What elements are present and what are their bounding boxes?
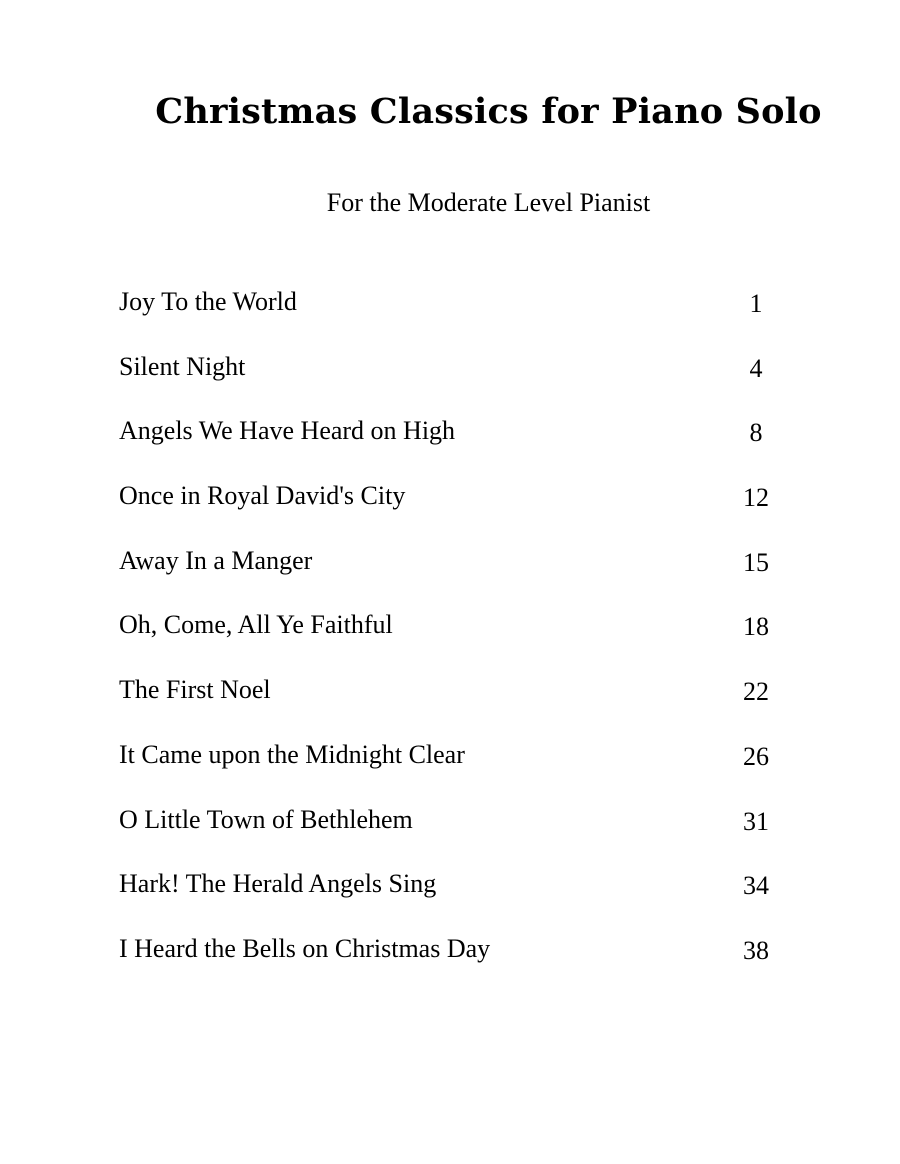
toc-entry-title: Away In a Manger bbox=[119, 545, 313, 575]
toc-entry-title: The First Noel bbox=[119, 675, 271, 705]
toc-entry-title: Joy To the World bbox=[119, 287, 297, 316]
toc-entry-page: 38 bbox=[743, 935, 769, 965]
toc-entry bbox=[119, 347, 779, 412]
toc-entry-page: 12 bbox=[743, 483, 769, 513]
toc-entry-title: I Heard the Bells on Christmas Day bbox=[119, 933, 491, 963]
toc-entry bbox=[119, 735, 779, 800]
toc-entry bbox=[119, 864, 779, 929]
toc-entry-title: Once in Royal David's City bbox=[119, 481, 406, 511]
toc-entry bbox=[119, 800, 779, 865]
toc-entry-page: 1 bbox=[749, 289, 763, 318]
toc-entry bbox=[119, 929, 779, 994]
toc-entry-page: 31 bbox=[743, 806, 769, 836]
toc-entry-title: Silent Night bbox=[119, 351, 246, 381]
toc-entry bbox=[119, 476, 779, 541]
toc-entry-page: 15 bbox=[743, 547, 769, 577]
toc-entry-title: Oh, Come, All Ye Faithful bbox=[119, 610, 393, 640]
toc-entry-page: 4 bbox=[749, 353, 763, 383]
toc-entry-page: 34 bbox=[743, 871, 769, 901]
toc-entry-title: Angels We Have Heard on High bbox=[119, 416, 456, 446]
toc-entry-title: Hark! The Herald Angels Sing bbox=[119, 869, 437, 899]
table-of-contents bbox=[119, 282, 779, 994]
toc-entry-page: 22 bbox=[743, 677, 769, 707]
toc-entry-page: 8 bbox=[749, 418, 763, 448]
toc-entry bbox=[119, 670, 779, 735]
toc-entry-page: 18 bbox=[743, 612, 769, 642]
toc-entry bbox=[119, 411, 779, 476]
toc-entry-title: It Came upon the Midnight Clear bbox=[119, 739, 465, 769]
toc-entry-title: O Little Town of Bethlehem bbox=[119, 804, 413, 834]
toc-entry bbox=[119, 605, 779, 670]
toc-entry bbox=[119, 541, 779, 606]
page-subtitle: For the Moderate Level Pianist bbox=[326, 188, 651, 217]
toc-entry-page: 26 bbox=[743, 741, 769, 771]
page-title: Christmas Classics for Piano Solo bbox=[155, 91, 822, 132]
toc-entry bbox=[119, 282, 779, 347]
